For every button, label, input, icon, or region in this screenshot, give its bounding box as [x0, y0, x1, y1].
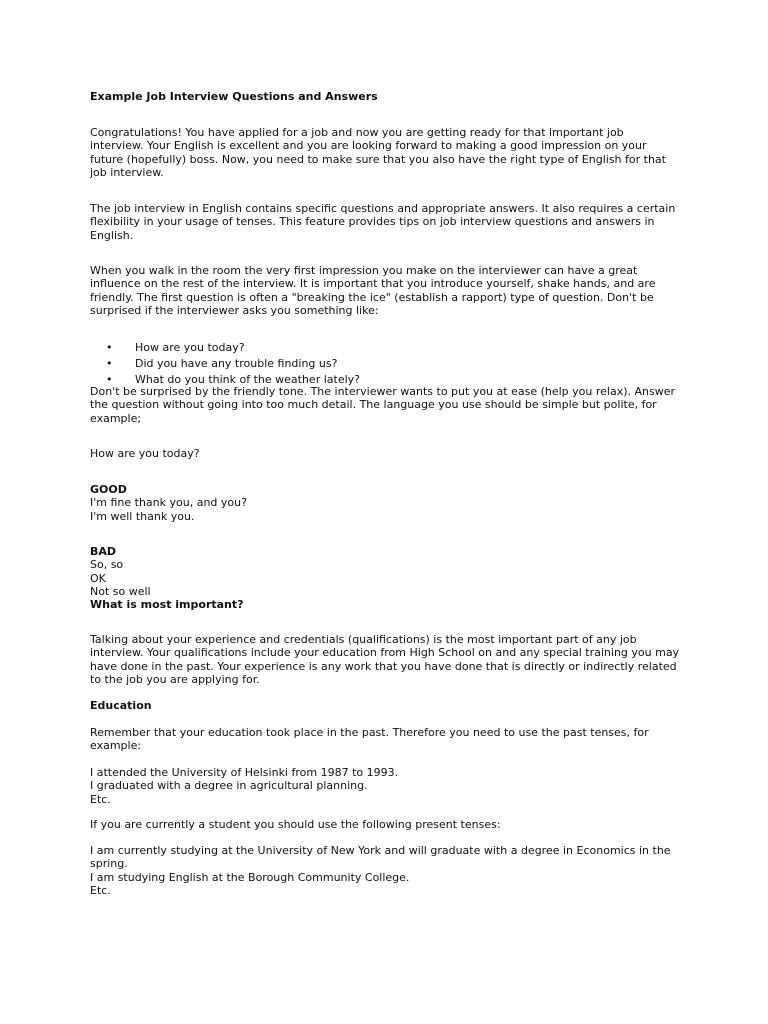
friendly-tone-paragraph: Don't be surprised by the friendly tone. The interviewer wants to put you at ease (help you relax). Answer the question without going into too much detail. The language you use should be simple but polite, for example; [90, 385, 676, 425]
list-item-text: What do you think of the weather lately? [135, 373, 361, 386]
most-important-heading: What is most important? [90, 598, 244, 612]
good-answer-line: I'm well thank you. [90, 509, 195, 523]
present-examples [90, 844, 680, 897]
list-item-text: Did you have any trouble finding us? [135, 357, 338, 370]
past-tense-paragraph: Remember that your education took place in the past. Therefore you need to use the past tenses, for example: [90, 726, 649, 753]
example-line: I attended the University of Helsinki from 1987 to 1993. [90, 766, 399, 779]
example-line: Etc. [90, 883, 111, 897]
bad-label: BAD [90, 545, 117, 558]
intro-paragraph: Congratulations! You have applied for a job and now you are getting ready for that important job interview. Your English is excellent and you are looking forward to making a good impression on your future (hopefully) boss. Now, you need to make sure that you also have the right type of English for that job interview. [90, 126, 666, 179]
example-question: How are you today? [90, 447, 200, 460]
bullet-icon: • [106, 341, 113, 354]
bullet-icon: • [106, 357, 113, 370]
good-answer-line: I'm fine thank you, and you? [90, 496, 247, 510]
bullet-icon: • [106, 373, 113, 386]
present-tense-paragraph: If you are currently a student you should use the following present tenses: [90, 818, 501, 831]
experience-paragraph: Talking about your experience and credentials (qualifications) is the most important part of any job interview. Your qualifications include your education from High School on and any special training you may have done in the past. Your experience is any work that you have done that is directly or indirectly related to the job you are applying for. [90, 633, 680, 686]
good-label: GOOD [90, 483, 127, 496]
example-line: Etc. [90, 792, 111, 806]
list-item-text: How are you today? [135, 341, 245, 354]
good-answers [90, 483, 680, 523]
example-line: I am studying English at the Borough Community College. [90, 870, 410, 884]
bad-answer-line: So, so [90, 558, 124, 572]
past-examples [90, 766, 680, 806]
document-title: Example Job Interview Questions and Answers [90, 90, 378, 103]
example-line: I am currently studying at the University of New York and will graduate with a degree in Economics in the spring. [90, 844, 671, 871]
bad-answers [90, 545, 680, 611]
bad-answer-line: Not so well [90, 584, 151, 598]
first-impression-paragraph: When you walk in the room the very first impression you make on the interviewer can have a great influence on the rest of the interview. It is important that you introduce yourself, shake hands, and are friendly. The first question is often a "breaking the ice" (establish a rapport) type of question. Don't be surprised if the interviewer asks you something like: [90, 264, 656, 317]
question-bullet-list [90, 340, 590, 388]
example-line: I graduated with a degree in agricultural planning. [90, 779, 368, 793]
list-item [90, 356, 590, 372]
bad-answer-line: OK [90, 571, 106, 585]
tenses-paragraph: The job interview in English contains specific questions and appropriate answers. It also requires a certain flexibility in your usage of tenses. This feature provides tips on job interview questions and answers in English. [90, 202, 676, 242]
education-heading: Education [90, 699, 152, 712]
list-item [90, 340, 590, 356]
